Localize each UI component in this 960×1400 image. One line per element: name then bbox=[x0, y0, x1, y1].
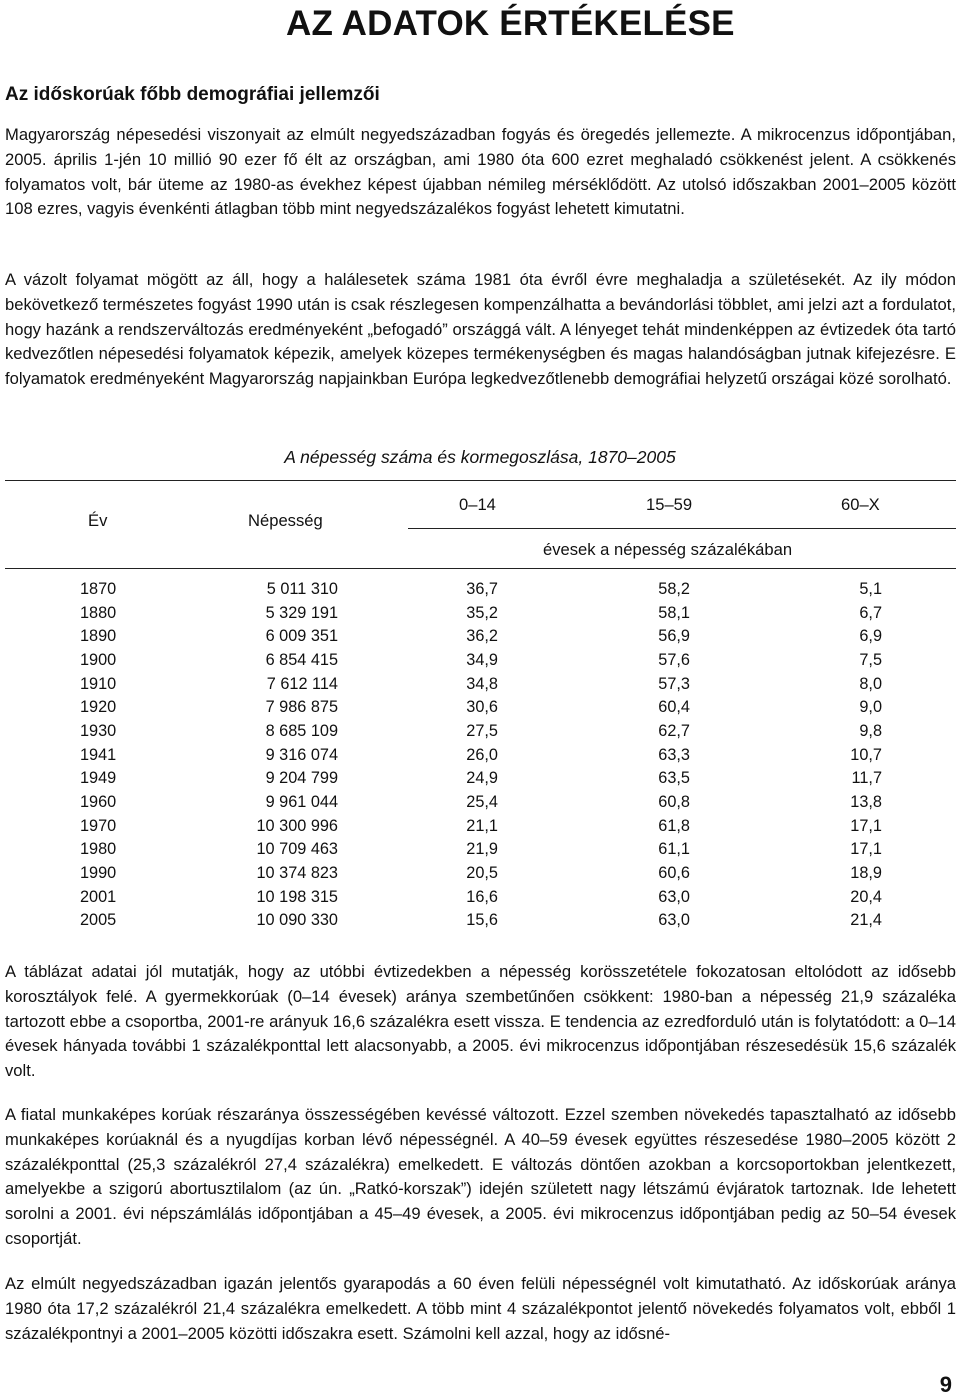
table-header-bottom-rule bbox=[5, 568, 956, 569]
cell-age-60-x: 9,8 bbox=[859, 722, 882, 740]
cell-year: 2001 bbox=[80, 888, 117, 906]
table-top-rule bbox=[5, 480, 956, 481]
table-row bbox=[0, 911, 960, 935]
page-title: AZ ADATOK ÉRTÉKELÉSE bbox=[286, 4, 735, 43]
paragraph-elderly: Az elmúlt negyedszázadban igazán jelentős gyarapodás a 60 éven felüli népességnél volt kimutatható. Az időskorúak aránya 1980 óta 17,2 százalékról 21,4 százalékra emelkedett. A több mint 4 százalékpontot jelentő növekedés folyamatos volt, ebből 1 százalékpontnyi a 2001–2005 közötti időszakra esett. Számolni kell azzal, hogy az idősné- bbox=[5, 1274, 956, 1343]
cell-age-60-x: 20,4 bbox=[850, 888, 882, 906]
header-age-60-x: 60–X bbox=[841, 495, 880, 514]
cell-age-60-x: 8,0 bbox=[859, 675, 882, 693]
cell-year: 1880 bbox=[80, 604, 117, 622]
paragraph-intro: Magyarország népesedési viszonyait az elmúlt negyedszázadban fogyás és öregedés jellemezte. A mikrocenzus időpontjában, 2005. április 1-jén 10 millió 90 ezer fő élt az országban, ami 1980 óta 600 ezret meghaladó csökkenést jelent. A csökkenés folyamatos volt, bár üteme az 1980-as évekhez képest újabban némileg mérséklődött. Az utolsó időszakban 2001–2005 között 108 ezres, vagyis évenkénti átlagban több mint negyedszázalékos fogyást lehetett kimutatni. bbox=[5, 125, 956, 219]
cell-year: 1960 bbox=[80, 793, 117, 811]
cell-age-15-59: 57,6 bbox=[658, 651, 690, 669]
table-row bbox=[0, 580, 960, 604]
paragraph-age-structure: A táblázat adatai jól mutatják, hogy az utóbbi évtizedekben a népesség korösszetétele fokozatosan eltolódott az idősebb korosztályok felé. A gyermekkorúak (0–14 évesek) aránya szembetűnően csökkent: 1980-ban a népesség 21,9 százaléka tartozott ebbe a csoportba, 2001-re arányuk 16,6 százalékra esett vissza. E tendencia az ezredforduló után is folytatódott: a 0–14 évesek hányada további 1 százalékponttal lett alacsonyabb, a 2005. évi mikrocenzus időpontjában részesedésük 15,6 százalék volt. bbox=[5, 962, 956, 1081]
cell-age-60-x: 6,7 bbox=[859, 604, 882, 622]
cell-age-15-59: 58,2 bbox=[658, 580, 690, 598]
cell-age-0-14: 20,5 bbox=[466, 864, 498, 882]
cell-age-15-59: 63,5 bbox=[658, 769, 690, 787]
table-row bbox=[0, 651, 960, 675]
table-row bbox=[0, 675, 960, 699]
cell-age-60-x: 18,9 bbox=[850, 864, 882, 882]
table-row bbox=[0, 698, 960, 722]
cell-year: 1980 bbox=[80, 840, 117, 858]
cell-age-15-59: 61,1 bbox=[658, 840, 690, 858]
cell-age-60-x: 17,1 bbox=[850, 840, 882, 858]
header-age-15-59: 15–59 bbox=[646, 495, 693, 514]
cell-year: 1930 bbox=[80, 722, 117, 740]
cell-age-15-59: 63,3 bbox=[658, 746, 690, 764]
cell-age-60-x: 10,7 bbox=[850, 746, 882, 764]
table-row bbox=[0, 793, 960, 817]
cell-age-0-14: 34,8 bbox=[466, 675, 498, 693]
cell-age-15-59: 60,8 bbox=[658, 793, 690, 811]
table-row bbox=[0, 840, 960, 864]
cell-population: 10 198 315 bbox=[256, 888, 338, 906]
cell-population: 9 204 799 bbox=[265, 769, 338, 787]
header-year: Év bbox=[88, 511, 108, 530]
cell-age-15-59: 63,0 bbox=[658, 888, 690, 906]
cell-year: 1990 bbox=[80, 864, 117, 882]
paragraph-working-age: A fiatal munkaképes korúak részaránya összességében kevéssé változott. Ezzel szemben növekedés tapasztalható az idősebb munkaképes korúaknál és a nyugdíjas korban lévő népességnél. A 40–59 évesek együttes részesedése 1980–2005 között 2 százalékponttal (25,3 százalékról 27,4 százalékra) emelkedett. E változás döntően azokban a korcsoportokban jelentkezett, amelyekbe a szigorú abortusztilalom (az ún. „Ratkó-korszak”) idején született nagy létszámú évjáratok tartoznak. Ide lehetett sorolni a 2001. évi népszámlálás időpontjában a 45–49 évesek, a 2005. évi mikrocenzus időpontjában pedig az 50–54 évesek csoportját. bbox=[5, 1105, 956, 1248]
cell-age-15-59: 56,9 bbox=[658, 627, 690, 645]
cell-population: 8 685 109 bbox=[265, 722, 338, 740]
cell-population: 7 986 875 bbox=[265, 698, 338, 716]
section-heading: Az időskorúak főbb demográfiai jellemzői bbox=[5, 84, 380, 105]
cell-age-0-14: 34,9 bbox=[466, 651, 498, 669]
cell-year: 1890 bbox=[80, 627, 117, 645]
table-row bbox=[0, 817, 960, 841]
cell-population: 10 300 996 bbox=[256, 817, 338, 835]
cell-age-0-14: 27,5 bbox=[466, 722, 498, 740]
table-row bbox=[0, 722, 960, 746]
cell-age-0-14: 21,9 bbox=[466, 840, 498, 858]
cell-age-60-x: 13,8 bbox=[850, 793, 882, 811]
cell-population: 10 709 463 bbox=[256, 840, 338, 858]
cell-age-60-x: 6,9 bbox=[859, 627, 882, 645]
cell-age-15-59: 60,6 bbox=[658, 864, 690, 882]
table-row bbox=[0, 604, 960, 628]
table-title: A népesség száma és kormegoszlása, 1870–2005 bbox=[284, 447, 676, 467]
cell-year: 1920 bbox=[80, 698, 117, 716]
cell-population: 7 612 114 bbox=[266, 675, 338, 693]
paragraph-process: A vázolt folyamat mögött az áll, hogy a halálesetek száma 1981 óta évről évre meghaladja a születésekét. Az ily módon bekövetkező természetes fogyást 1990 után is csak részlegesen kompenzálhatta a bevándorlási többlet, ami jelzi azt a fordulatot, hogy hazánk a rendszerváltozás eredményeként „befogadó” országgá vált. A lényeget tehát mindenképpen az évtizedek óta tartó kedvezőtlen népesedési folyamatok képezik, amelyek közepes termékenységben és magas halandóságban jutnak kifejezésre. E folyamatok eredményeként Magyarország napjainkban Európa legkedvezőtlenebb demográfiai helyzetű országai közé sorolható. bbox=[5, 270, 956, 389]
cell-year: 1949 bbox=[80, 769, 117, 787]
table-row bbox=[0, 627, 960, 651]
table-row bbox=[0, 864, 960, 888]
cell-year: 1870 bbox=[80, 580, 117, 598]
cell-population: 9 961 044 bbox=[265, 793, 338, 811]
cell-age-15-59: 62,7 bbox=[658, 722, 690, 740]
cell-age-15-59: 60,4 bbox=[658, 698, 690, 716]
table-row bbox=[0, 746, 960, 770]
cell-age-0-14: 24,9 bbox=[466, 769, 498, 787]
cell-age-0-14: 21,1 bbox=[466, 817, 498, 835]
cell-population: 6 854 415 bbox=[265, 651, 338, 669]
header-unit-note: évesek a népesség százalékában bbox=[543, 540, 793, 559]
cell-age-0-14: 16,6 bbox=[466, 888, 498, 906]
cell-year: 2005 bbox=[80, 911, 117, 929]
cell-age-60-x: 21,4 bbox=[850, 911, 882, 929]
cell-age-0-14: 15,6 bbox=[466, 911, 498, 929]
header-population: Népesség bbox=[248, 511, 323, 530]
cell-age-60-x: 17,1 bbox=[850, 817, 882, 835]
cell-age-0-14: 36,2 bbox=[466, 627, 498, 645]
cell-age-15-59: 57,3 bbox=[658, 675, 690, 693]
cell-age-0-14: 26,0 bbox=[466, 746, 498, 764]
cell-population: 9 316 074 bbox=[265, 746, 338, 764]
cell-age-60-x: 7,5 bbox=[859, 651, 882, 669]
cell-age-15-59: 58,1 bbox=[658, 604, 690, 622]
cell-age-0-14: 35,2 bbox=[466, 604, 498, 622]
cell-age-0-14: 25,4 bbox=[466, 793, 498, 811]
cell-age-0-14: 36,7 bbox=[466, 580, 498, 598]
cell-population: 10 374 823 bbox=[256, 864, 338, 882]
table-row bbox=[0, 888, 960, 912]
cell-year: 1910 bbox=[80, 675, 117, 693]
cell-year: 1900 bbox=[80, 651, 117, 669]
cell-population: 6 009 351 bbox=[265, 627, 338, 645]
cell-age-60-x: 5,1 bbox=[859, 580, 882, 598]
table-row bbox=[0, 769, 960, 793]
cell-population: 10 090 330 bbox=[256, 911, 338, 929]
cell-age-60-x: 9,0 bbox=[859, 698, 882, 716]
cell-population: 5 011 310 bbox=[266, 580, 338, 598]
table-header-inner-rule bbox=[408, 528, 956, 529]
cell-age-60-x: 11,7 bbox=[851, 769, 882, 787]
header-age-0-14: 0–14 bbox=[459, 495, 496, 514]
page-number: 9 bbox=[939, 1372, 952, 1397]
cell-year: 1970 bbox=[80, 817, 117, 835]
cell-year: 1941 bbox=[80, 746, 117, 764]
cell-population: 5 329 191 bbox=[265, 604, 338, 622]
cell-age-0-14: 30,6 bbox=[466, 698, 498, 716]
cell-age-15-59: 61,8 bbox=[658, 817, 690, 835]
cell-age-15-59: 63,0 bbox=[658, 911, 690, 929]
